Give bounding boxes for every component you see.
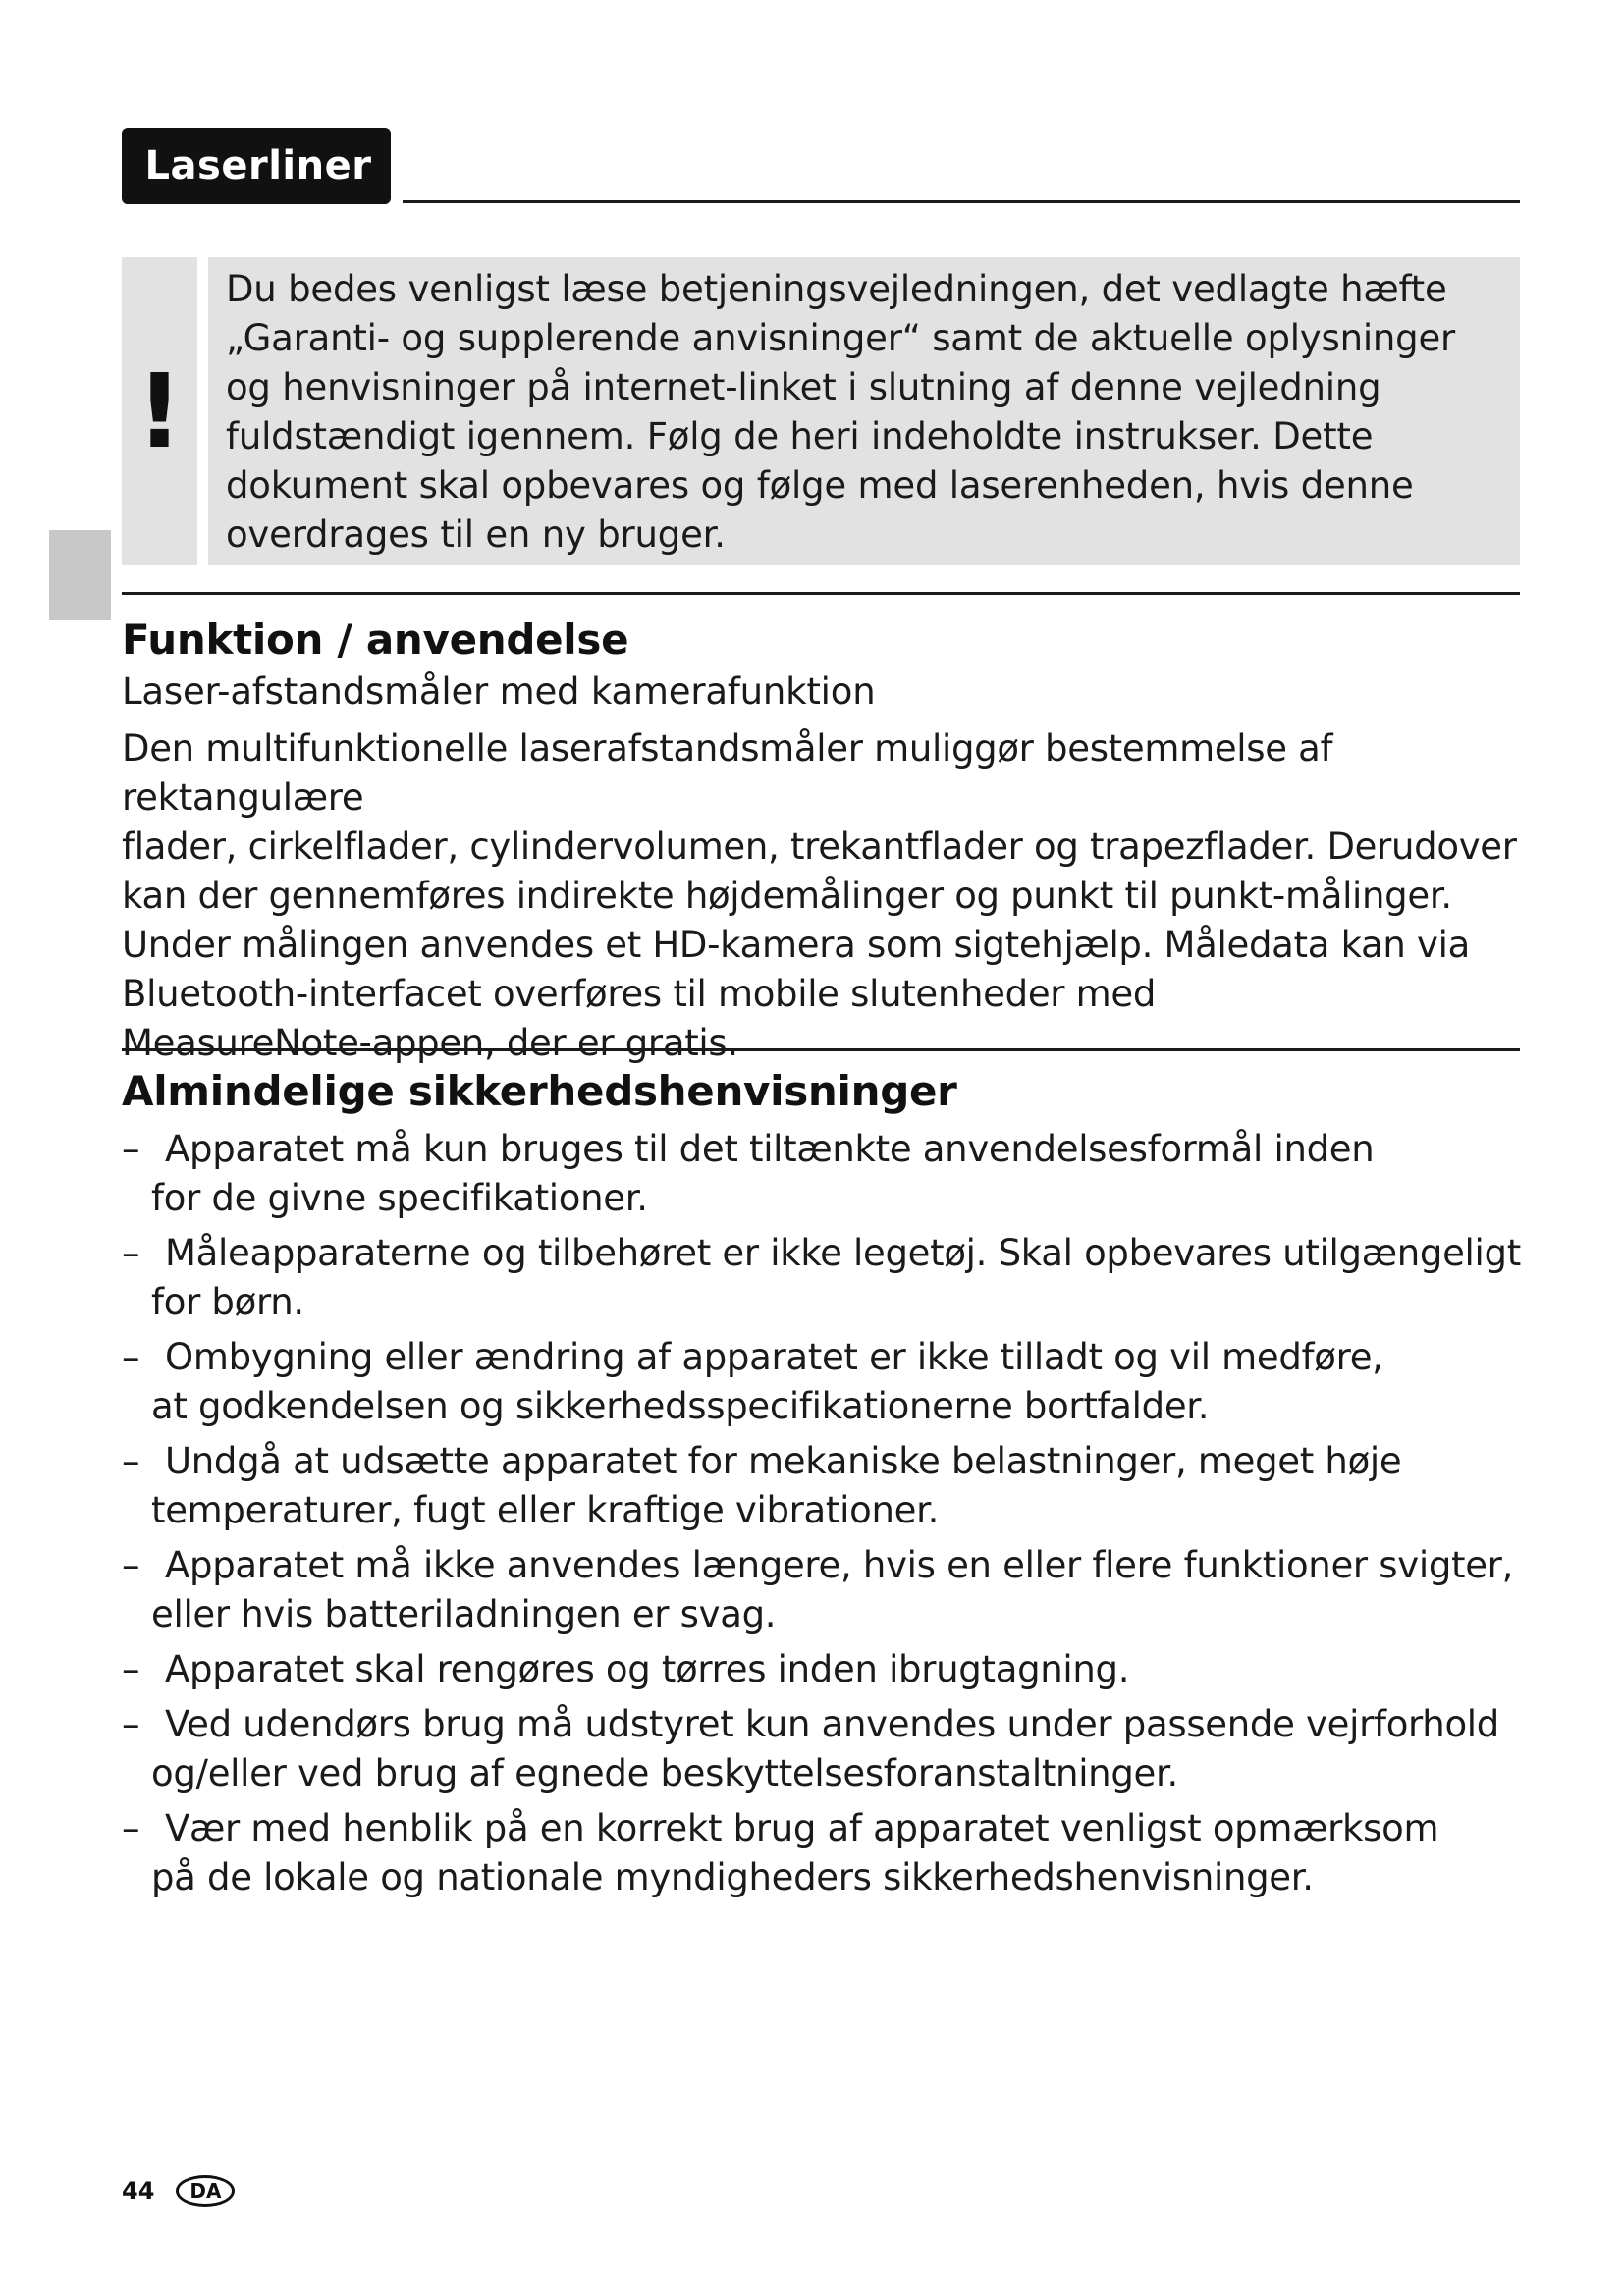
- function-body-line: Den multifunktionelle laserafstandsmåler muliggør bestemmelse af rektangulære: [122, 727, 1333, 819]
- notice-line: og henvisninger på internet-linket i slutning af denne vejledning: [226, 366, 1381, 408]
- list-item: – Undgå at udsætte apparatet for mekaniske belastninger, meget høje temperaturer, fugt eller kraftige vibrationer.: [122, 1437, 1526, 1535]
- section-divider: [122, 1048, 1520, 1051]
- list-item: – Apparatet må kun bruges til det tiltænkte anvendelsesformål inden for de givne specifikationer.: [122, 1125, 1526, 1223]
- function-body-line: Bluetooth-interfacet overføres til mobile slutenheder med: [122, 973, 1157, 1015]
- warning-exclamation-icon: !: [122, 257, 197, 565]
- dash-bullet: –: [122, 1648, 140, 1690]
- safety-list: [122, 1125, 1526, 1902]
- list-item: – Apparatet skal rengøres og tørres inden ibrugtagning.: [122, 1645, 1526, 1694]
- function-body-line: Under målingen anvendes et HD-kamera som sigtehjælp. Måledata kan via: [122, 924, 1470, 966]
- function-body-line: flader, cirkelflader, cylindervolumen, trekantflader og trapezflader. Derudover: [122, 826, 1517, 868]
- notice-line: dokument skal opbevares og følge med laserenheden, hvis denne: [226, 464, 1414, 507]
- function-subtitle: Laser-afstandsmåler med kamerafunktion: [122, 670, 876, 713]
- function-title: Funktion / anvendelse: [122, 615, 629, 664]
- notice-box: [208, 257, 1520, 565]
- function-section: [122, 613, 1526, 1068]
- function-body-line: kan der gennemføres indirekte højdemålinger og punkt til punkt-målinger.: [122, 875, 1452, 917]
- function-body-line: MeasureNote-appen, der er gratis.: [122, 1022, 738, 1064]
- dash-bullet: –: [122, 1807, 140, 1849]
- dash-bullet: –: [122, 1336, 140, 1378]
- list-item: – Apparatet må ikke anvendes længere, hvis en eller flere funktioner svigter, eller hvis batteriladningen er svag.: [122, 1541, 1526, 1639]
- notice-line: Du bedes venligst læse betjeningsvejledningen, det vedlagte hæfte: [226, 268, 1447, 310]
- dash-bullet: –: [122, 1128, 140, 1170]
- notice-line: „Garanti- og supplerende anvisninger“ samt de aktuelle oplysninger: [226, 317, 1456, 359]
- section-divider: [122, 592, 1520, 595]
- notice-line: overdrages til en ny bruger.: [226, 513, 726, 556]
- side-tab-marker: [49, 530, 111, 620]
- list-item: – Ombygning eller ændring af apparatet er ikke tilladt og vil medføre, at godkendelsen og sikkerhedsspecifikationerne bortfalder.: [122, 1333, 1526, 1431]
- safety-section: [122, 1064, 1526, 1908]
- list-item: – Vær med henblik på en korrekt brug af apparatet venligst opmærksom på de lokale og nationale myndigheders sikkerhedshenvisninger.: [122, 1804, 1526, 1902]
- page-number: 44: [122, 2177, 155, 2205]
- dash-bullet: –: [122, 1440, 140, 1482]
- page-footer: [122, 2169, 235, 2213]
- notice-line: fuldstændigt igennem. Følg de heri indeholdte instrukser. Dette: [226, 415, 1374, 457]
- header-rule: [403, 200, 1520, 203]
- laserliner-logo: Laserliner: [122, 128, 391, 204]
- list-item: – Måleapparaterne og tilbehøret er ikke legetøj. Skal opbevares utilgængeligt for børn.: [122, 1229, 1526, 1327]
- language-badge: DA: [176, 2175, 235, 2207]
- dash-bullet: –: [122, 1703, 140, 1745]
- dash-bullet: –: [122, 1232, 140, 1274]
- safety-title: Almindelige sikkerhedshenvisninger: [122, 1067, 957, 1115]
- dash-bullet: –: [122, 1544, 140, 1586]
- list-item: – Ved udendørs brug må udstyret kun anvendes under passende vejrforhold og/eller ved brug af egnede beskyttelsesforanstaltninger.: [122, 1700, 1526, 1798]
